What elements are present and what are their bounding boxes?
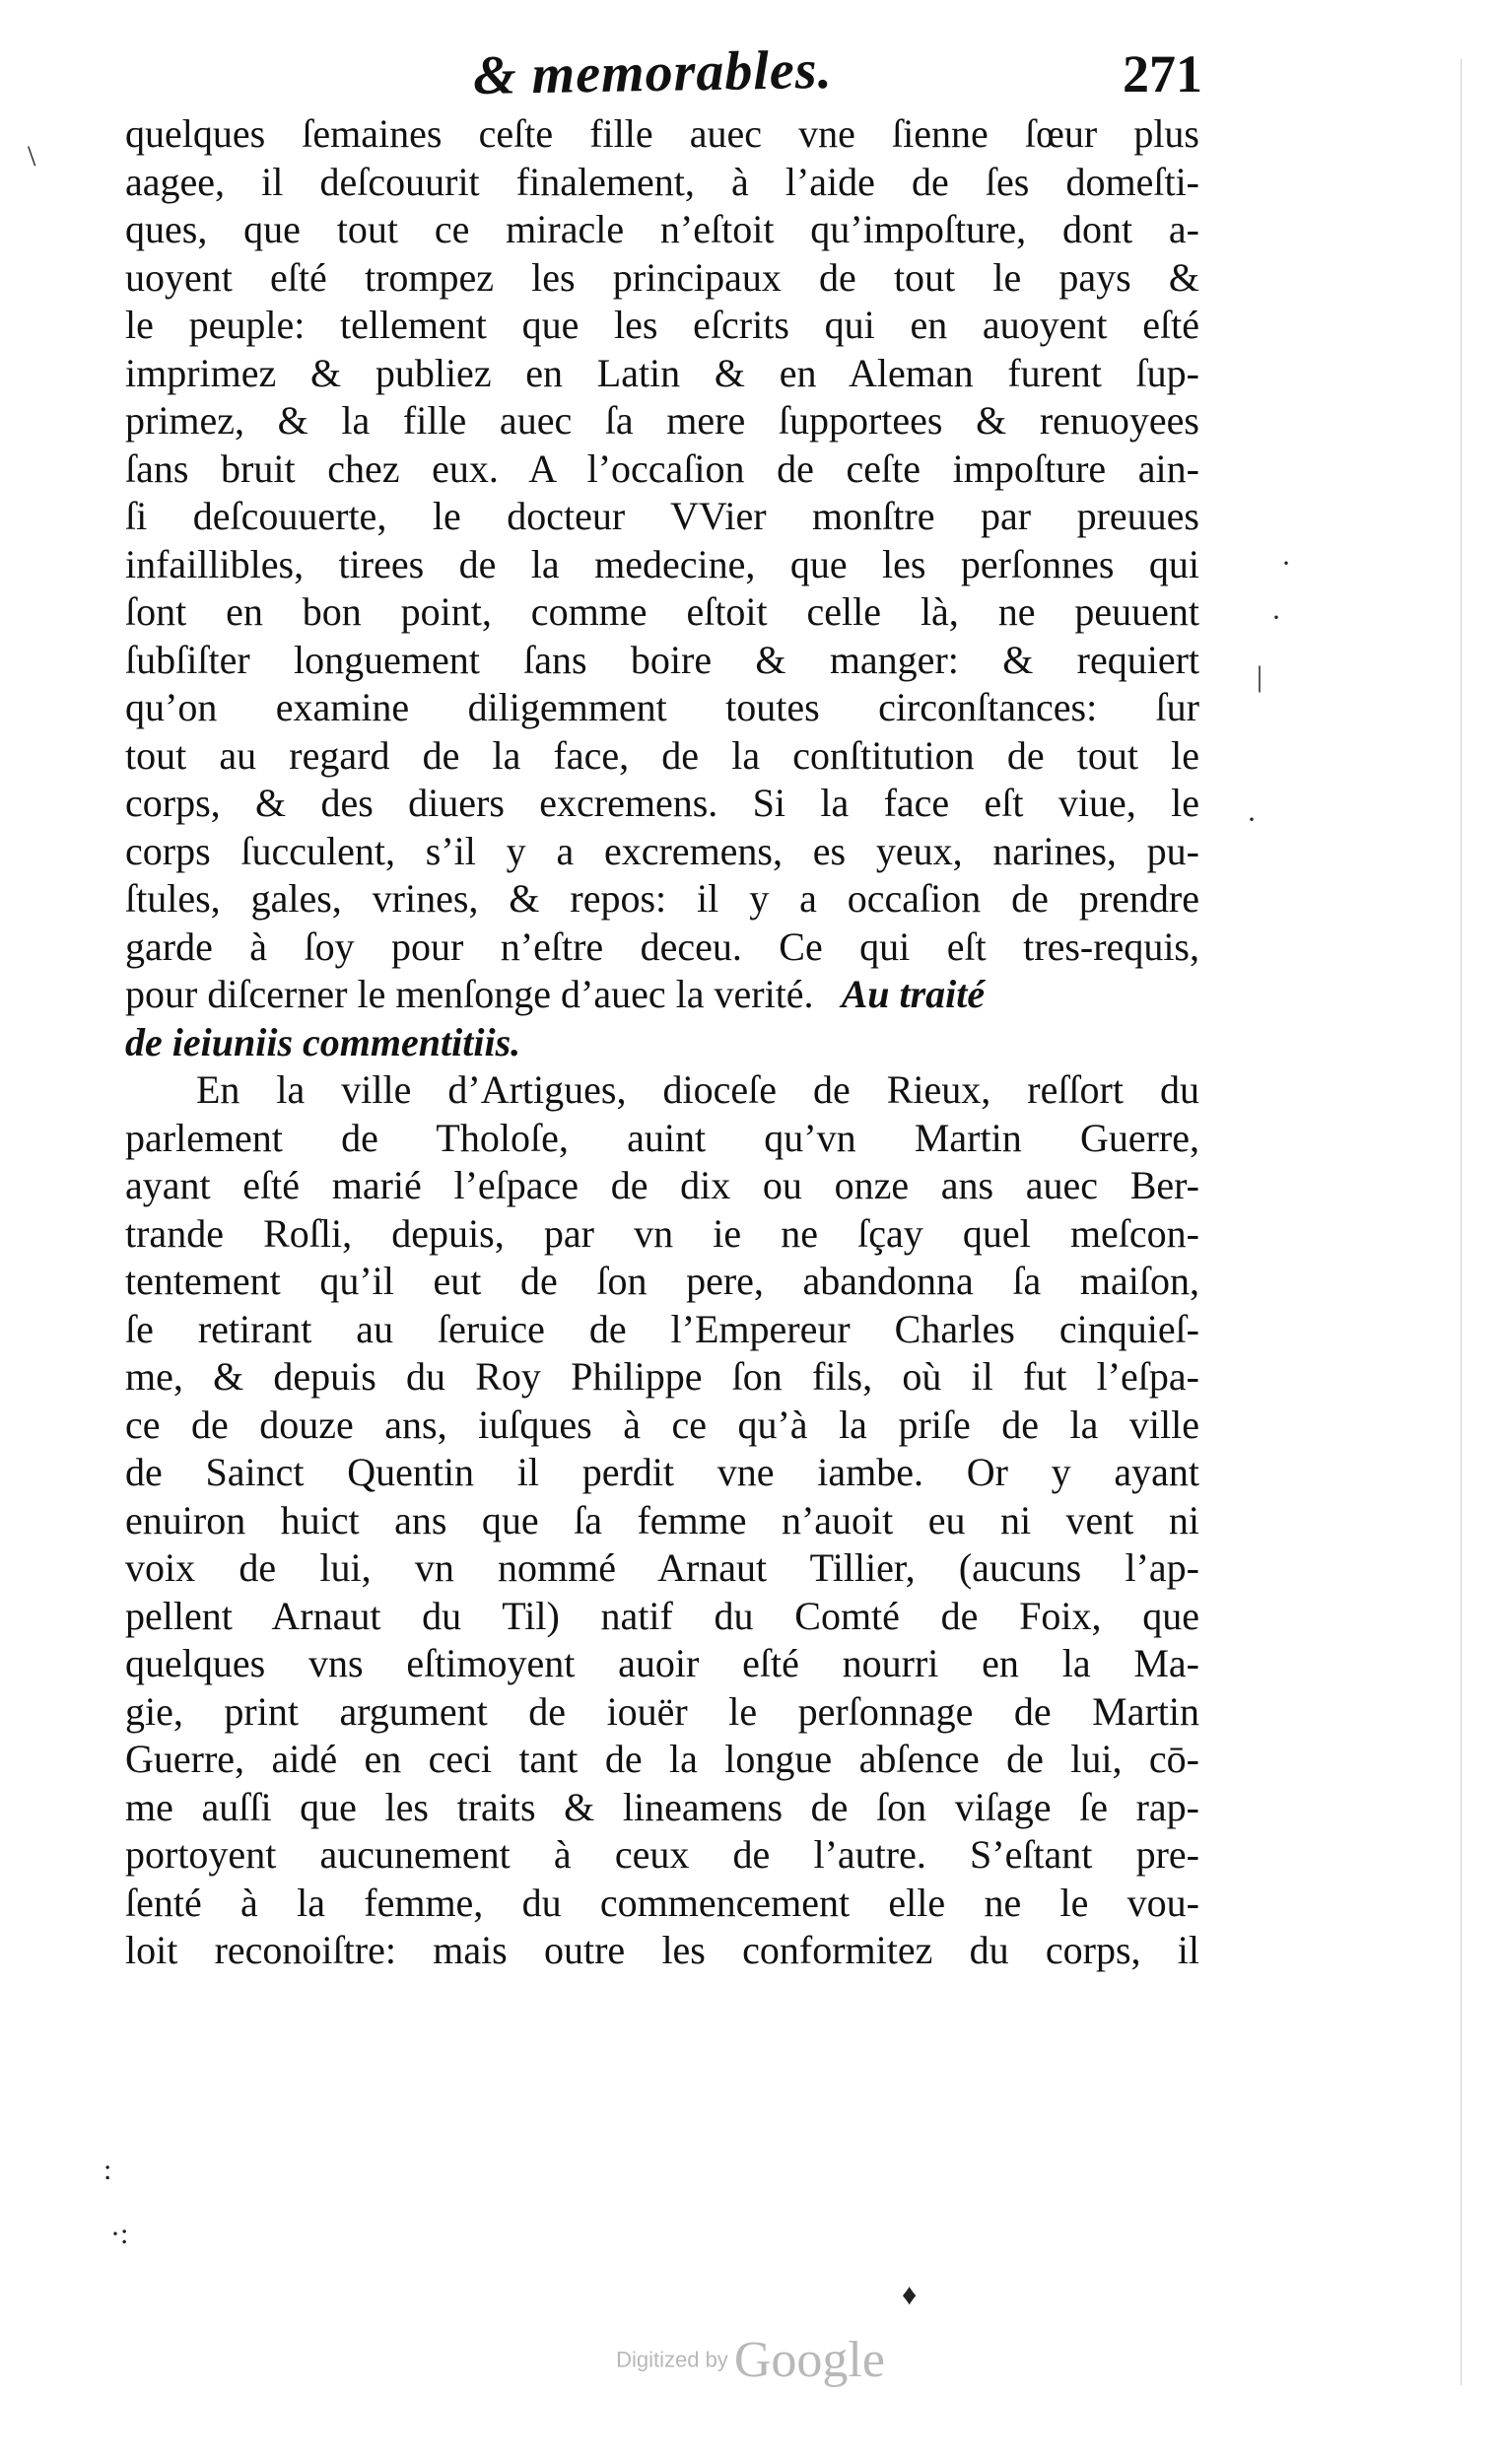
text-line: ſont en bon point, comme eſtoit celle là, ne peuuent	[125, 589, 1199, 634]
text-line: ſans bruit chez eux. A l’occaſion de ceſte impoſture ain-	[125, 445, 1199, 491]
page-edge	[1461, 59, 1462, 2385]
text-line: trande Roſli, depuis, par vn ie ne ſçay quel meſcon-	[125, 1210, 1199, 1256]
text-line: me, & depuis du Roy Philippe ſon fils, où il fut l’eſpa-	[125, 1354, 1199, 1399]
text-line: gie, print argument de iouër le perſonnage de Martin	[125, 1688, 1199, 1734]
side-note-continuation: de ieiuniis commentitiis.	[125, 1019, 521, 1064]
text-line: ce de douze ans, iuſques à ce qu’à la priſe de la ville	[125, 1402, 1199, 1447]
margin-mark: ♦	[902, 2279, 918, 2311]
text-line: tout au regard de la face, de la conſtitution de tout le	[125, 732, 1199, 778]
text-line: primez, & la fille auec ſa mere ſupportees & renuoyees	[125, 398, 1199, 443]
text-line: ſi deſcouuerte, le docteur VVier monſtre par preuues	[125, 494, 1199, 538]
text-line: ſubſiſter longuement ſans boire & manger: & requiert	[125, 637, 1199, 682]
text-line: enuiron huict ans que ſa femme n’auoit eu ni vent ni	[125, 1497, 1199, 1542]
text-line-content: pour diſcerner le menſonge d’auec la verité.	[125, 972, 814, 1016]
text-line: infaillibles, tirees de la medecine, que les perſonnes qui	[125, 541, 1199, 586]
text-line: ſe retirant au ſeruice de l’Empereur Charles cinquieſ-	[125, 1306, 1199, 1351]
text-line: En la ville d’Artigues, dioceſe de Rieux, reſſort du	[196, 1067, 1199, 1112]
text-line: ſtules, gales, vrines, & repos: il y a occaſion de prendre	[125, 876, 1199, 921]
text-line: imprimez & publiez en Latin & en Aleman furent ſup-	[125, 350, 1199, 395]
text-line: de Sainct Quentin il perdit vne iambe. Or y ayant	[125, 1450, 1199, 1494]
text-line: ſenté à la femme, du commencement elle ne le vou-	[125, 1880, 1199, 1925]
text-line: aagee, il deſcouurit finalement, à l’aide de ſes domeſti-	[125, 159, 1199, 204]
text-line: garde à ſoy pour n’eſtre deceu. Ce qui eſt tres-requis,	[125, 924, 1199, 969]
text-line: portoyent aucunement à ceux de l’autre. S’eſtant pre-	[125, 1832, 1199, 1877]
text-line: uoyent eſté trompez les principaux de tout le pays &	[125, 254, 1199, 300]
body-text	[125, 110, 1199, 1975]
text-line: voix de lui, vn nommé Arnaut Tillier, (aucuns l’ap-	[125, 1545, 1199, 1590]
margin-mark: \	[28, 140, 36, 172]
paragraph-2	[125, 1066, 1199, 1975]
text-line: parlement de Tholoſe, auint qu’vn Martin Guerre,	[125, 1115, 1199, 1160]
page-header	[128, 38, 1202, 110]
page-number: 271	[1123, 44, 1202, 103]
google-logo: Google	[733, 2332, 885, 2388]
margin-mark: ·	[1271, 601, 1281, 634]
text-line: loit reconoiſtre: mais outre les conformitez du corps, il	[125, 1928, 1199, 1972]
digitization-watermark	[0, 2331, 1501, 2389]
digitized-by-label: Digitized by	[616, 2347, 728, 2372]
text-line: le peuple: tellement que les eſcrits qui en auoyent eſté	[125, 303, 1199, 347]
text-line: qu’on examine diligemment toutes circonſtances: ſur	[125, 685, 1199, 729]
text-line: quelques ſemaines ceſte fille auec vne ſienne ſœur plus	[125, 111, 1199, 156]
text-line: ayant eſté marié l’eſpace de dix ou onze ans auec Ber-	[125, 1163, 1199, 1207]
text-line: pellent Arnaut du Til) natif du Comté de Foix, que	[125, 1593, 1199, 1638]
text-line: Guerre, aidé en ceci tant de la longue abſence de lui, cō-	[125, 1737, 1199, 1781]
text-line: me auſſi que les traits & lineamens de ſon viſage ſe rap-	[125, 1784, 1199, 1829]
text-line: tentement qu’il eut de ſon pere, abandonna ſa maiſon,	[125, 1259, 1199, 1303]
text-line: corps, & des diuers excremens. Si la face eſt viue, le	[125, 781, 1199, 825]
margin-mark: :	[103, 2154, 112, 2186]
text-line: quelques vns eſtimoyent auoir eſté nourri en la Ma-	[125, 1641, 1199, 1685]
margin-mark: |	[1257, 660, 1263, 693]
running-title: & memorables.	[472, 38, 834, 107]
text-line: corps ſucculent, s’il y a excremens, es yeux, narines, pu-	[125, 828, 1199, 873]
text-line: ques, que tout ce miracle n’eſtoit qu’impoſture, dont a-	[125, 207, 1199, 251]
margin-mark: ·	[1247, 803, 1257, 836]
text-line	[125, 971, 1199, 1019]
side-note-inline: Au traité	[841, 972, 986, 1016]
margin-mark: ·:	[110, 2218, 129, 2250]
paragraph-1	[125, 110, 1199, 1019]
margin-mark: ·	[1281, 547, 1291, 580]
